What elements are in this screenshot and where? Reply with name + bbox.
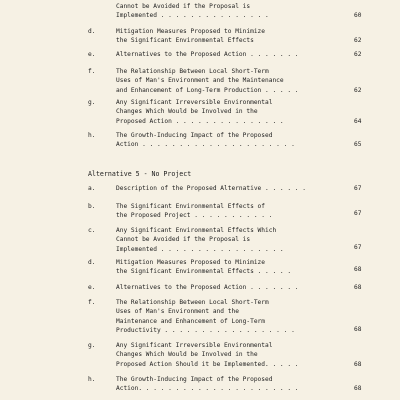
toc-page-number: 68 bbox=[354, 385, 362, 392]
toc-entry-text bbox=[116, 2, 356, 21]
toc-entry-line: Implemented . . . . . . . . . . . . . . . . . bbox=[116, 245, 284, 253]
toc-entry-letter: g. bbox=[88, 342, 96, 349]
toc-entry-text bbox=[116, 184, 356, 193]
toc-entry-line: Maintenance and Enhancement of Long-Term bbox=[116, 317, 266, 325]
toc-entry-text bbox=[116, 67, 356, 95]
toc-entry-line: and Enhancement of Long-Term Production . . . . . bbox=[116, 86, 299, 94]
toc-entry-text bbox=[116, 298, 356, 336]
toc-entry-line: Proposed Action Should it be Implemented. . . . . bbox=[116, 360, 299, 368]
toc-entry-letter: e. bbox=[88, 51, 96, 58]
toc-entry-text bbox=[116, 283, 356, 292]
toc-page-number: 68 bbox=[354, 266, 362, 273]
toc-entry-line: Description of the Proposed Alternative . . . . . . bbox=[116, 185, 306, 192]
toc-entry-text bbox=[116, 98, 356, 126]
toc-entry-line: Action. . . . . . . . . . . . . . . . . . . . . . bbox=[116, 385, 299, 393]
toc-entry-line: Implemented . . . . . . . . . . . . . . . bbox=[116, 12, 269, 20]
toc-page-number: 60 bbox=[354, 12, 362, 20]
section-heading: Alternative 5 - No Project bbox=[88, 170, 192, 178]
toc-entry-line: Changes Which Would be Involved in the bbox=[116, 351, 258, 359]
toc-entry-line: Alternatives to the Proposed Action . . . . . . . bbox=[116, 284, 299, 291]
toc-entry-letter: c. bbox=[88, 227, 96, 234]
toc-entry-line: The Significant Environmental Effects of bbox=[116, 203, 266, 210]
toc-page-number: 68 bbox=[354, 361, 362, 368]
toc-entry-line: Uses of Man's Environment and the Maintenance bbox=[116, 77, 284, 85]
toc-entry-line: Any Significant Irreversible Environmental bbox=[116, 342, 273, 349]
toc-entry-line: Cannot be Avoided if the Proposal is bbox=[116, 3, 251, 10]
toc-entry-line: The Growth-Inducing Impact of the Proposed bbox=[116, 132, 273, 139]
toc-entry-letter: e. bbox=[88, 284, 96, 291]
toc-entry-letter: h. bbox=[88, 376, 96, 383]
toc-entry-text bbox=[116, 341, 356, 369]
toc-entry-text bbox=[116, 131, 356, 150]
toc-entry-line: Action . . . . . . . . . . . . . . . . . . . . . bbox=[116, 141, 295, 149]
toc-page-number: 67 bbox=[354, 210, 362, 217]
toc-entry-text bbox=[116, 202, 356, 221]
toc-entry-line: Cannot be Avoided if the Proposal is bbox=[116, 236, 251, 244]
toc-entry-letter: b. bbox=[88, 203, 96, 210]
toc-entry-line: Proposed Action . . . . . . . . . . . . . . . bbox=[116, 117, 284, 125]
toc-entry-line: The Growth-Inducing Impact of the Proposed bbox=[116, 376, 273, 383]
toc-page-number: 67 bbox=[354, 244, 362, 251]
toc-entry-letter: d. bbox=[88, 28, 96, 35]
toc-entry-letter: f. bbox=[88, 299, 96, 306]
toc-entry-text bbox=[116, 27, 356, 46]
toc-entry-line: Alternatives to the Proposed Action . . . . . . . bbox=[116, 51, 299, 58]
toc-page-number: 62 bbox=[354, 51, 362, 58]
toc-entry-letter: d. bbox=[88, 259, 96, 266]
toc-entry-line: the Proposed Project . . . . . . . . . . . bbox=[116, 212, 273, 220]
toc-entry-line: The Relationship Between Local Short-Term bbox=[116, 68, 269, 75]
toc-entry-line: the Significant Environmental Effects bbox=[116, 37, 254, 45]
toc-entry-text bbox=[116, 226, 356, 254]
toc-page-number: 62 bbox=[354, 86, 362, 94]
toc-entry-text bbox=[116, 258, 356, 277]
toc-entry-line: Any Significant Irreversible Environmental bbox=[116, 99, 273, 106]
toc-entry-letter: h. bbox=[88, 132, 96, 139]
toc-entry-line: Productivity . . . . . . . . . . . . . . . . . . bbox=[116, 327, 295, 335]
toc-entry-text bbox=[116, 375, 356, 394]
toc-page-number: 64 bbox=[354, 117, 362, 125]
toc-entry-line: Mitigation Measures Proposed to Minimize bbox=[116, 259, 266, 266]
toc-entry-line: Changes Which Would be Involved in the bbox=[116, 108, 258, 116]
toc-page-number: 62 bbox=[354, 37, 362, 45]
toc-page-number: 67 bbox=[354, 185, 362, 192]
toc-page-number: 68 bbox=[354, 284, 362, 291]
toc-entry-text bbox=[116, 50, 356, 59]
toc-entry-letter: f. bbox=[88, 68, 96, 75]
toc-page-number: 65 bbox=[354, 141, 362, 149]
toc-entry-letter: a. bbox=[88, 185, 96, 192]
toc-entry-letter: g. bbox=[88, 99, 96, 106]
toc-page-number: 68 bbox=[354, 326, 362, 333]
toc-entry-line: The Relationship Between Local Short-Term bbox=[116, 299, 269, 306]
toc-entry-line: Uses of Man's Environment and the bbox=[116, 308, 239, 316]
toc-entry-line: Any Significant Environmental Effects Which bbox=[116, 227, 277, 234]
toc-entry-line: the Significant Environmental Effects . . . . . bbox=[116, 268, 292, 276]
toc-entry-line: Mitigation Measures Proposed to Minimize bbox=[116, 28, 266, 35]
